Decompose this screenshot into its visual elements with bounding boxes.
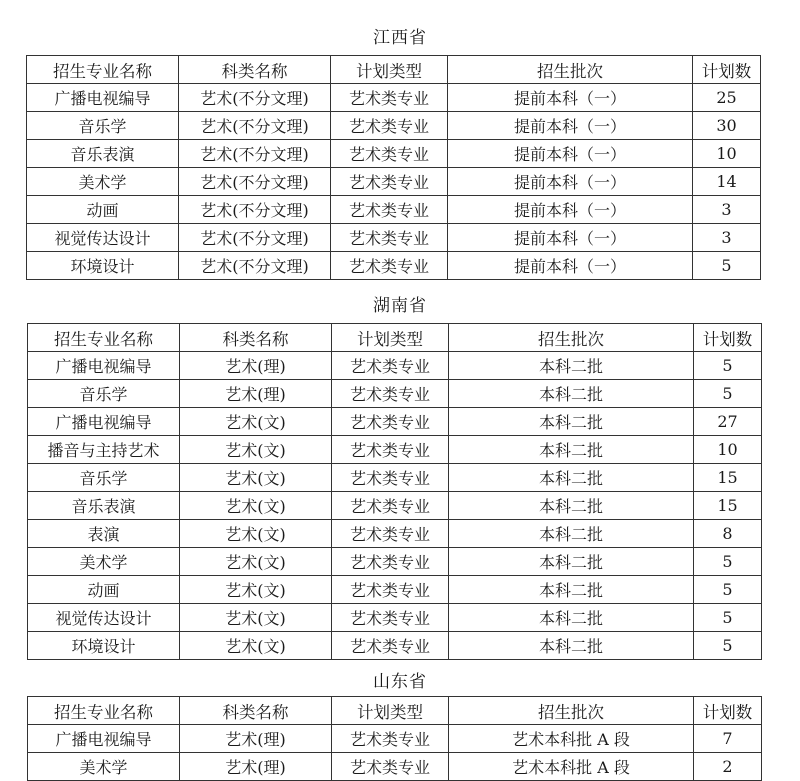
cell-plan-type: 艺术类专业 bbox=[331, 112, 448, 140]
cell-admission-batch: 本科二批 bbox=[449, 464, 694, 492]
cell-plan-type: 艺术类专业 bbox=[331, 252, 448, 280]
table-row bbox=[28, 548, 762, 576]
cell-plan-count: 5 bbox=[694, 352, 762, 380]
cell-admission-batch: 本科二批 bbox=[449, 548, 694, 576]
cell-category-name: 艺术(文) bbox=[180, 464, 332, 492]
cell-admission-batch: 艺术本科批 A 段 bbox=[449, 725, 694, 753]
cell-plan-count: 30 bbox=[693, 112, 761, 140]
table-row bbox=[28, 632, 762, 660]
header-row bbox=[27, 56, 761, 84]
cell-plan-count: 5 bbox=[694, 380, 762, 408]
cell-category-name: 艺术(理) bbox=[180, 380, 332, 408]
cell-plan-type: 艺术类专业 bbox=[332, 604, 449, 632]
table-row bbox=[27, 112, 761, 140]
cell-admission-batch: 本科二批 bbox=[449, 604, 694, 632]
cell-admission-batch: 本科二批 bbox=[449, 380, 694, 408]
cell-plan-count: 5 bbox=[694, 604, 762, 632]
column-header-admission-batch: 招生批次 bbox=[449, 697, 694, 725]
column-header-plan-type: 计划类型 bbox=[331, 56, 448, 84]
column-header-category-name: 科类名称 bbox=[180, 324, 332, 352]
cell-plan-count: 2 bbox=[694, 753, 762, 781]
cell-plan-type: 艺术类专业 bbox=[332, 725, 449, 753]
cell-plan-count: 10 bbox=[693, 140, 761, 168]
cell-admission-batch: 本科二批 bbox=[449, 632, 694, 660]
cell-plan-count: 10 bbox=[694, 436, 762, 464]
cell-category-name: 艺术(不分文理) bbox=[179, 112, 331, 140]
cell-category-name: 艺术(文) bbox=[180, 408, 332, 436]
cell-plan-count: 8 bbox=[694, 520, 762, 548]
cell-admission-batch: 提前本科（一） bbox=[448, 84, 693, 112]
column-header-major-name: 招生专业名称 bbox=[27, 56, 179, 84]
plan-table-jiangxi bbox=[26, 55, 761, 280]
cell-plan-type: 艺术类专业 bbox=[331, 196, 448, 224]
table-row bbox=[28, 436, 762, 464]
table-row bbox=[27, 140, 761, 168]
cell-admission-batch: 提前本科（一） bbox=[448, 140, 693, 168]
column-header-plan-count: 计划数 bbox=[693, 56, 761, 84]
cell-category-name: 艺术(理) bbox=[180, 753, 332, 781]
cell-major-name: 美术学 bbox=[27, 168, 179, 196]
plan-table-hunan bbox=[27, 323, 762, 660]
table-row bbox=[28, 408, 762, 436]
cell-plan-type: 艺术类专业 bbox=[332, 753, 449, 781]
cell-plan-count: 3 bbox=[693, 224, 761, 252]
column-header-plan-count: 计划数 bbox=[694, 324, 762, 352]
cell-plan-type: 艺术类专业 bbox=[332, 632, 449, 660]
cell-plan-type: 艺术类专业 bbox=[332, 380, 449, 408]
cell-category-name: 艺术(不分文理) bbox=[179, 196, 331, 224]
cell-major-name: 视觉传达设计 bbox=[28, 604, 180, 632]
cell-category-name: 艺术(不分文理) bbox=[179, 252, 331, 280]
table-row bbox=[28, 576, 762, 604]
cell-plan-count: 3 bbox=[693, 196, 761, 224]
cell-plan-type: 艺术类专业 bbox=[331, 224, 448, 252]
cell-admission-batch: 提前本科（一） bbox=[448, 224, 693, 252]
cell-major-name: 表演 bbox=[28, 520, 180, 548]
cell-category-name: 艺术(文) bbox=[180, 632, 332, 660]
table-row bbox=[27, 252, 761, 280]
cell-category-name: 艺术(文) bbox=[180, 520, 332, 548]
cell-category-name: 艺术(文) bbox=[180, 604, 332, 632]
cell-major-name: 美术学 bbox=[28, 753, 180, 781]
cell-plan-count: 7 bbox=[694, 725, 762, 753]
cell-major-name: 播音与主持艺术 bbox=[28, 436, 180, 464]
cell-plan-count: 25 bbox=[693, 84, 761, 112]
cell-category-name: 艺术(文) bbox=[180, 492, 332, 520]
column-header-admission-batch: 招生批次 bbox=[448, 56, 693, 84]
cell-plan-count: 5 bbox=[694, 548, 762, 576]
cell-major-name: 动画 bbox=[28, 576, 180, 604]
table-row bbox=[28, 492, 762, 520]
column-header-admission-batch: 招生批次 bbox=[449, 324, 694, 352]
cell-plan-type: 艺术类专业 bbox=[332, 464, 449, 492]
cell-major-name: 广播电视编导 bbox=[28, 352, 180, 380]
cell-major-name: 广播电视编导 bbox=[27, 84, 179, 112]
cell-admission-batch: 本科二批 bbox=[449, 436, 694, 464]
cell-plan-type: 艺术类专业 bbox=[331, 140, 448, 168]
cell-category-name: 艺术(不分文理) bbox=[179, 224, 331, 252]
cell-admission-batch: 提前本科（一） bbox=[448, 112, 693, 140]
cell-plan-type: 艺术类专业 bbox=[332, 576, 449, 604]
column-header-major-name: 招生专业名称 bbox=[28, 697, 180, 725]
header-row bbox=[28, 324, 762, 352]
cell-category-name: 艺术(理) bbox=[180, 725, 332, 753]
cell-admission-batch: 本科二批 bbox=[449, 352, 694, 380]
column-header-plan-count: 计划数 bbox=[694, 697, 762, 725]
cell-plan-count: 5 bbox=[693, 252, 761, 280]
section-title-hunan: 湖南省 bbox=[373, 296, 427, 316]
table-row bbox=[28, 352, 762, 380]
table-row bbox=[28, 725, 762, 753]
cell-category-name: 艺术(文) bbox=[180, 548, 332, 576]
table-row bbox=[28, 380, 762, 408]
cell-major-name: 环境设计 bbox=[27, 252, 179, 280]
cell-major-name: 音乐学 bbox=[27, 112, 179, 140]
column-header-major-name: 招生专业名称 bbox=[28, 324, 180, 352]
cell-plan-type: 艺术类专业 bbox=[332, 408, 449, 436]
table-row bbox=[28, 604, 762, 632]
cell-admission-batch: 提前本科（一） bbox=[448, 168, 693, 196]
cell-major-name: 广播电视编导 bbox=[28, 725, 180, 753]
cell-major-name: 音乐学 bbox=[28, 464, 180, 492]
cell-plan-type: 艺术类专业 bbox=[332, 436, 449, 464]
cell-plan-type: 艺术类专业 bbox=[332, 352, 449, 380]
cell-admission-batch: 提前本科（一） bbox=[448, 252, 693, 280]
column-header-category-name: 科类名称 bbox=[179, 56, 331, 84]
column-header-category-name: 科类名称 bbox=[180, 697, 332, 725]
cell-plan-count: 5 bbox=[694, 632, 762, 660]
cell-plan-type: 艺术类专业 bbox=[332, 492, 449, 520]
column-header-plan-type: 计划类型 bbox=[332, 697, 449, 725]
cell-admission-batch: 艺术本科批 A 段 bbox=[449, 753, 694, 781]
table-row bbox=[27, 168, 761, 196]
cell-major-name: 广播电视编导 bbox=[28, 408, 180, 436]
cell-category-name: 艺术(不分文理) bbox=[179, 140, 331, 168]
cell-category-name: 艺术(理) bbox=[180, 352, 332, 380]
cell-category-name: 艺术(文) bbox=[180, 576, 332, 604]
cell-plan-count: 5 bbox=[694, 576, 762, 604]
cell-plan-count: 27 bbox=[694, 408, 762, 436]
table-row bbox=[28, 464, 762, 492]
table-row bbox=[28, 520, 762, 548]
cell-major-name: 美术学 bbox=[28, 548, 180, 576]
cell-category-name: 艺术(不分文理) bbox=[179, 84, 331, 112]
cell-major-name: 音乐表演 bbox=[28, 492, 180, 520]
cell-admission-batch: 本科二批 bbox=[449, 408, 694, 436]
cell-admission-batch: 本科二批 bbox=[449, 492, 694, 520]
cell-plan-type: 艺术类专业 bbox=[332, 520, 449, 548]
cell-plan-count: 15 bbox=[694, 492, 762, 520]
cell-major-name: 视觉传达设计 bbox=[27, 224, 179, 252]
cell-admission-batch: 本科二批 bbox=[449, 520, 694, 548]
cell-plan-count: 15 bbox=[694, 464, 762, 492]
cell-plan-type: 艺术类专业 bbox=[331, 168, 448, 196]
cell-category-name: 艺术(文) bbox=[180, 436, 332, 464]
cell-major-name: 音乐学 bbox=[28, 380, 180, 408]
cell-admission-batch: 本科二批 bbox=[449, 576, 694, 604]
table-row bbox=[27, 84, 761, 112]
column-header-plan-type: 计划类型 bbox=[332, 324, 449, 352]
table-row bbox=[27, 196, 761, 224]
cell-plan-count: 14 bbox=[693, 168, 761, 196]
cell-major-name: 环境设计 bbox=[28, 632, 180, 660]
cell-admission-batch: 提前本科（一） bbox=[448, 196, 693, 224]
section-title-jiangxi: 江西省 bbox=[373, 28, 427, 48]
cell-plan-type: 艺术类专业 bbox=[331, 84, 448, 112]
cell-major-name: 动画 bbox=[27, 196, 179, 224]
plan-table-shandong bbox=[27, 696, 762, 781]
cell-category-name: 艺术(不分文理) bbox=[179, 168, 331, 196]
cell-major-name: 音乐表演 bbox=[27, 140, 179, 168]
table-row bbox=[28, 753, 762, 781]
cell-plan-type: 艺术类专业 bbox=[332, 548, 449, 576]
header-row bbox=[28, 697, 762, 725]
table-row bbox=[27, 224, 761, 252]
section-title-shandong: 山东省 bbox=[373, 672, 427, 692]
